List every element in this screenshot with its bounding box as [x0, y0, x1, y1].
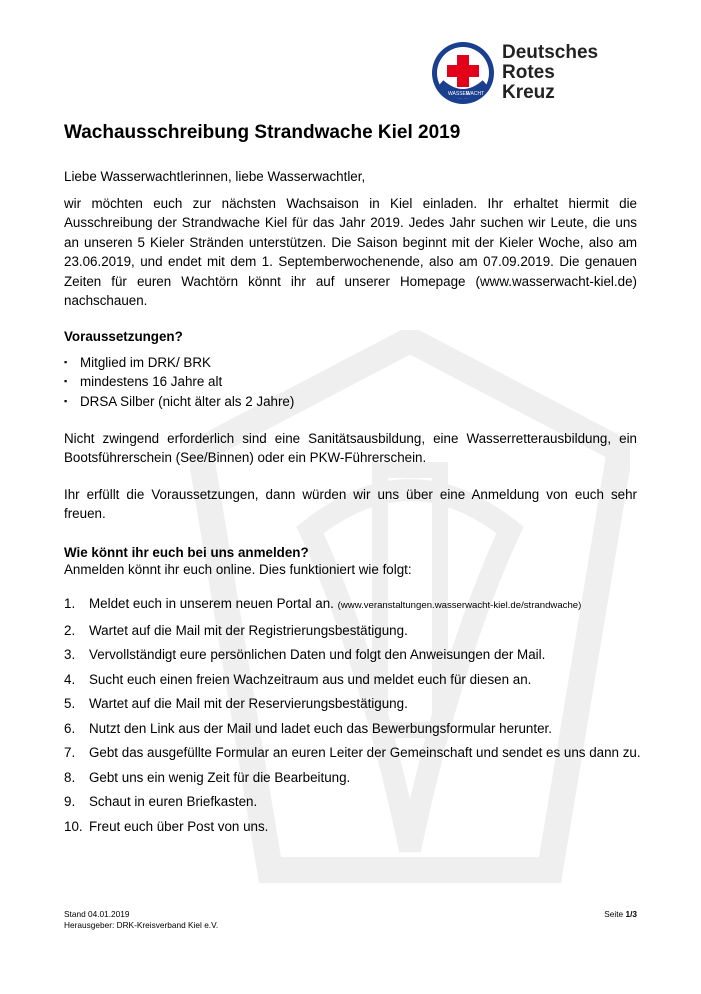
footer-info — [64, 909, 218, 931]
step-item — [64, 643, 641, 668]
bullet-icon: ▪ — [64, 357, 68, 367]
step-number: 3. — [64, 647, 76, 662]
step-text: Gebt uns ein wenig Zeit für die Bearbeitung. — [89, 769, 351, 785]
logo-line-1: Deutsches — [502, 42, 599, 63]
step-number: 5. — [64, 696, 76, 711]
step-text: Wartet auf die Mail mit der Registrierungsbestätigung. — [89, 622, 408, 638]
step-text: Nutzt den Link aus der Mail und ladet euch das Bewerbungsformular herunter. — [89, 720, 552, 736]
step-number: 8. — [64, 769, 76, 785]
red-cross-emblem-icon — [430, 40, 496, 106]
list-item — [64, 353, 637, 372]
step-item — [64, 692, 641, 717]
intro-paragraph: wir möchten euch zur nächsten Wachsaison in Kiel einladen. Ihr erhaltet hiermit die Ausschreibung der Strandwache Kiel für das Jahr 2019. Jedes Jahr suchen wir Leute, die uns an unseren 5 Kieler Stränden unterstützen. Die Saison beginnt mit der Kieler Woche, also am 23.06.2019, und endet mit dem 1. Septemberwochenende, also am 07.09.2019. Die genauen Zeiten für euren Wachtörn könnt ihr auf unserer Homepage (www.wasserwacht-kiel.de) nachschauen. — [64, 196, 637, 309]
drk-logo — [430, 40, 620, 106]
logo-wordmark — [502, 43, 598, 103]
list-item-text: Mitglied im DRK/ BRK — [80, 355, 211, 370]
step-number: 9. — [64, 794, 76, 809]
step-item — [64, 741, 641, 766]
optional-paragraph: Nicht zwingend erforderlich sind eine Sanitätsausbildung, eine Wasserretterausbildung, ein Bootsführerschein (See/Binnen) oder ein PKW-Führerschein. — [64, 431, 637, 466]
step-item — [64, 592, 641, 619]
greeting: Liebe Wasserwachtlerinnen, liebe Wasserwachtler, — [64, 169, 366, 184]
emblem-text-left: WASSER — [448, 91, 470, 97]
footer-date: Stand 04.01.2019 — [64, 909, 130, 919]
step-text: Schaut in euren Briefkasten. — [89, 794, 258, 809]
step-item — [64, 790, 641, 815]
step-text: Sucht euch einen freien Wachzeitraum aus und meldet euch für diesen an. — [89, 671, 532, 687]
list-item — [64, 372, 637, 391]
step-number: 2. — [64, 622, 76, 638]
step-item — [64, 815, 641, 840]
step-item — [64, 619, 641, 644]
page-title: Wachausschreibung Strandwache Kiel 2019 — [64, 122, 461, 143]
footer-publisher: Herausgeber: DRK-Kreisverband Kiel e.V. — [64, 920, 219, 930]
step-number: 7. — [64, 745, 76, 760]
registration-steps — [64, 592, 641, 839]
requirements-heading: Voraussetzungen? — [64, 329, 183, 344]
emblem-text-right: WACHT — [466, 91, 485, 97]
step-text: Vervollständigt eure persönlichen Daten und folgt den Anweisungen der Mail. — [89, 647, 546, 662]
requirements-list — [64, 353, 637, 411]
bullet-icon: ▪ — [64, 376, 68, 387]
step-number: 10. — [64, 818, 83, 834]
step-item — [64, 766, 641, 791]
registration-heading: Wie könnt ihr euch bei uns anmelden? — [64, 545, 309, 560]
registration-intro: Anmelden könnt ihr euch online. Dies funktioniert wie folgt: — [64, 562, 412, 577]
page-number — [604, 909, 637, 920]
step-text: Meldet euch in unserem neuen Portal an. — [89, 596, 334, 611]
list-item — [64, 392, 637, 411]
step-item — [64, 668, 641, 693]
list-item-text: mindestens 16 Jahre alt — [80, 374, 223, 390]
step-item — [64, 717, 641, 742]
fulfil-paragraph: Ihr erfüllt die Voraussetzungen, dann würden wir uns über eine Anmeldung von euch sehr freuen. — [64, 487, 637, 522]
page-label: Seite — [604, 909, 624, 919]
logo-line-2: Rotes — [502, 62, 555, 83]
bullet-icon: ▪ — [64, 395, 68, 406]
step-number: 1. — [64, 596, 76, 611]
step-number: 6. — [64, 720, 76, 736]
step-text: Wartet auf die Mail mit der Reservierungsbestätigung. — [89, 696, 408, 711]
step-text: Gebt das ausgefüllte Formular an euren Leiter der Gemeinschaft und sendet es uns dann zu. — [89, 745, 641, 760]
portal-url: (www.veranstaltungen.wasserwacht-kiel.de/strandwache) — [337, 600, 582, 611]
step-number: 4. — [64, 671, 76, 687]
page-value: 1/3 — [625, 909, 637, 919]
step-text: Freut euch über Post von uns. — [89, 818, 269, 834]
logo-line-3: Kreuz — [502, 82, 555, 103]
list-item-text: DRSA Silber (nicht älter als 2 Jahre) — [80, 393, 295, 409]
